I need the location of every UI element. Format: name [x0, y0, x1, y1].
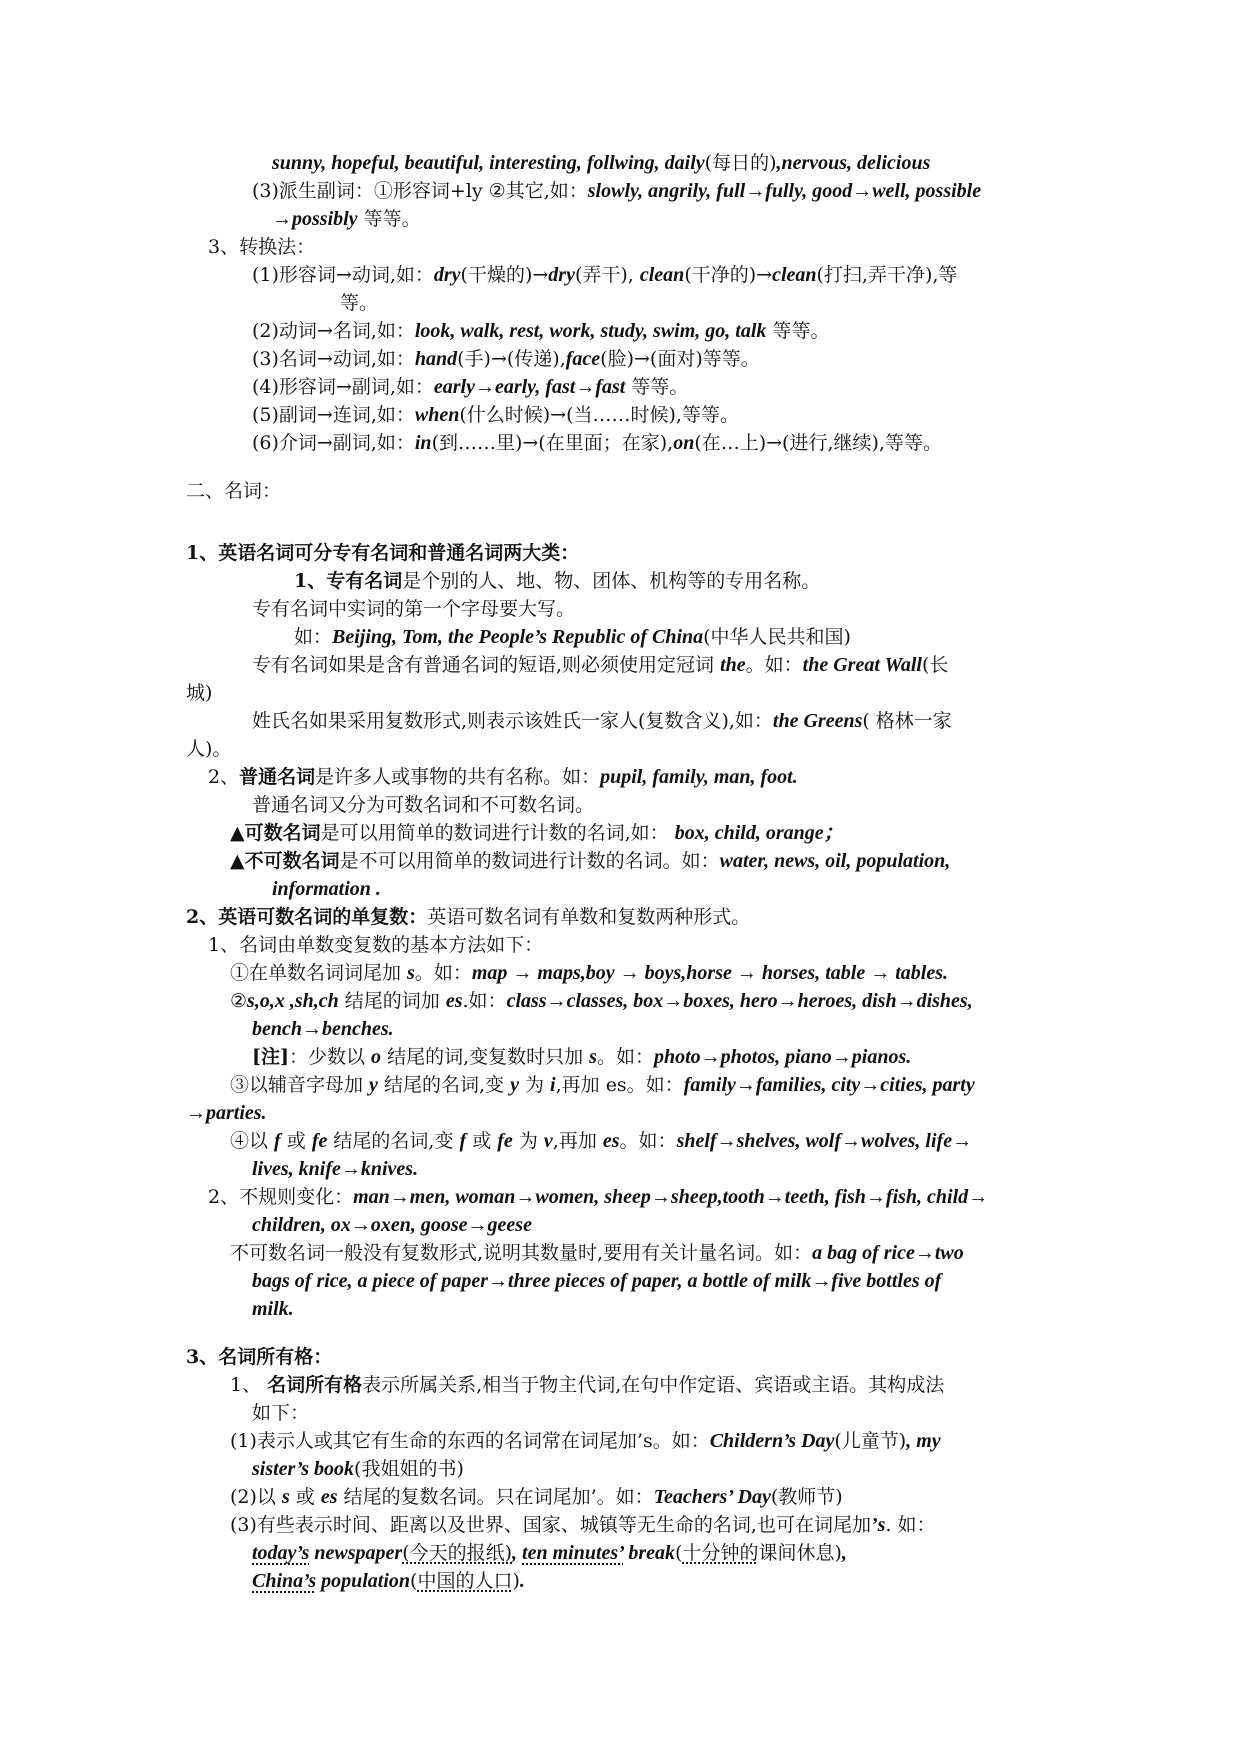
- text-line: [252, 1296, 294, 1323]
- text-line: [208, 1184, 988, 1211]
- text-segment: s: [589, 1046, 597, 1068]
- text-line: [252, 1568, 525, 1595]
- text-segment: ③以辅音字母加: [230, 1074, 370, 1096]
- text-segment: 等等。: [766, 320, 830, 342]
- text-segment: 1、英语名词可分专有名词和普通名词两大类：: [186, 542, 580, 564]
- text-line: [186, 478, 281, 505]
- text-segment: 结尾的名词,变: [377, 1074, 511, 1096]
- text-segment: 中国的人口: [417, 1570, 513, 1592]
- text-segment: today’s: [252, 1542, 310, 1564]
- text-segment: 课间休息): [758, 1542, 842, 1564]
- text-segment: 人)。: [186, 738, 232, 760]
- text-segment: (3)有些表示时间、距离以及世界、国家、城镇等无生命的名词,也可在词尾加: [230, 1514, 871, 1536]
- text-segment: information .: [272, 878, 381, 900]
- text-segment: 英语可数名词有单数和复数两种形式。: [427, 906, 751, 928]
- text-segment: ④以: [230, 1130, 275, 1152]
- text-segment: ,nervous, delicious: [776, 152, 931, 174]
- text-line: [252, 652, 948, 679]
- text-segment: 二、名词：: [186, 480, 282, 502]
- text-line: [230, 820, 844, 847]
- text-line: [230, 1072, 975, 1099]
- text-line: [272, 206, 421, 233]
- text-segment: (: [675, 1542, 683, 1564]
- text-segment: a bag of rice→two: [812, 1242, 964, 1264]
- text-segment: population: [316, 1570, 411, 1592]
- text-segment: look, walk, rest, work, study, swim, go, talk: [414, 320, 767, 342]
- text-segment: (长: [921, 654, 949, 676]
- text-segment: ：少数以: [288, 1046, 372, 1068]
- text-segment: 3、转换法：: [208, 236, 316, 258]
- text-segment: 或: [289, 1486, 321, 1508]
- text-segment: children, ox→oxen, goose→geese: [252, 1214, 532, 1236]
- text-segment: (3)派生副词：①形容词+ly ②其它,如：: [252, 180, 588, 202]
- text-segment: (弄干),: [574, 264, 640, 286]
- text-segment: (6)介词→副词,如：: [252, 432, 415, 454]
- text-segment: 。如：: [745, 654, 803, 676]
- text-segment: (在…上)→(进行,继续),等等。: [694, 432, 942, 454]
- text-line: [230, 1512, 936, 1539]
- text-segment: ten minutes’: [522, 1542, 624, 1564]
- text-line: [186, 540, 579, 567]
- text-segment: 等。: [340, 292, 379, 314]
- text-segment: 名词所有格: [267, 1374, 363, 1396]
- text-line: [230, 960, 948, 987]
- text-line: [252, 402, 739, 429]
- text-segment: ,再加 es。如：: [555, 1074, 684, 1096]
- text-segment: China’s: [252, 1570, 317, 1592]
- text-segment: box, child, orange；: [674, 822, 844, 844]
- text-segment: (教师节): [770, 1486, 843, 1508]
- text-line: [252, 346, 760, 373]
- text-segment: 是许多人或事物的共有名称。如：: [315, 766, 601, 788]
- text-line: [252, 1016, 394, 1043]
- text-line: [186, 736, 231, 763]
- text-segment: 表示所属关系,相当于物主代词,在句中作定语、宾语或主语。其构成法: [362, 1374, 945, 1396]
- text-line: [252, 318, 829, 345]
- text-line: [230, 1372, 944, 1399]
- text-line: [252, 374, 688, 401]
- text-segment: es: [445, 990, 463, 1012]
- text-line: [186, 680, 212, 707]
- text-segment: (干净的)→: [684, 264, 773, 286]
- text-segment: →parties.: [186, 1102, 267, 1124]
- text-segment: on: [673, 432, 695, 454]
- text-line: [252, 1044, 911, 1071]
- text-segment: ,: [841, 1542, 847, 1564]
- text-line: [252, 708, 952, 735]
- text-line: [252, 262, 957, 289]
- text-line: [252, 178, 981, 205]
- text-segment: ▲不可数名词: [230, 850, 340, 872]
- text-segment: dry: [548, 264, 575, 286]
- text-line: [208, 234, 315, 261]
- text-segment: f: [274, 1130, 281, 1152]
- text-segment: sunny, hopeful, beautiful, interesting, follwing, daily: [272, 152, 705, 174]
- text-segment: man→men, woman→women, sheep→sheep,tooth→teeth, fish→fish, child→: [353, 1186, 989, 1208]
- text-segment: i: [550, 1074, 556, 1096]
- text-segment: (干燥的)→: [460, 264, 549, 286]
- text-line: [186, 1344, 332, 1371]
- text-segment: (手)→(传递),: [457, 348, 566, 370]
- text-segment: f: [459, 1130, 467, 1152]
- text-segment: ’s: [870, 1514, 886, 1536]
- text-segment: s: [407, 962, 415, 984]
- text-line: [186, 1100, 267, 1127]
- text-line: [252, 1156, 418, 1183]
- text-segment: pupil, family, man, foot.: [600, 766, 798, 788]
- text-segment: 或: [280, 1130, 312, 1152]
- text-segment: ): [512, 1570, 520, 1592]
- text-segment: 是不可以用简单的数词进行计数的名词。如：: [339, 850, 720, 872]
- text-line: [340, 290, 378, 317]
- text-segment: 普通名词: [239, 766, 316, 788]
- text-segment: 2、不规则变化：: [208, 1186, 354, 1208]
- text-segment: Childern’s Day: [709, 1430, 835, 1452]
- text-segment: (我姐姐的书): [354, 1458, 464, 1480]
- text-segment: lives, knife→knives.: [252, 1158, 419, 1180]
- text-segment: 城): [186, 682, 213, 704]
- text-segment: 专有名词中实词的第一个字母要大写。: [252, 598, 576, 620]
- text-segment: , my: [906, 1430, 941, 1452]
- text-segment: class→classes, box→boxes, hero→heroes, dish→dishes,: [506, 990, 973, 1012]
- text-line: [230, 988, 973, 1015]
- text-segment: when: [414, 404, 460, 426]
- text-segment: 结尾的复数名词。只在词尾加’。如：: [337, 1486, 654, 1508]
- text-segment: (2)以: [230, 1486, 282, 1508]
- text-line: [230, 1484, 843, 1511]
- text-line: [272, 876, 381, 903]
- text-segment: early→early, fast→fast: [433, 376, 626, 398]
- text-segment: 。如：: [619, 1130, 677, 1152]
- text-segment: y: [369, 1074, 378, 1096]
- text-segment: (3)名词→动词,如：: [252, 348, 415, 370]
- text-segment: family→families, city→cities, party: [683, 1074, 975, 1096]
- text-segment: the: [720, 654, 746, 676]
- text-segment: sister’s book: [252, 1458, 355, 1480]
- text-line: [252, 1268, 941, 1295]
- text-line: [252, 1400, 309, 1427]
- text-segment: 专有名词如果是含有普通名词的短语,则必须使用定冠词: [252, 654, 721, 676]
- text-segment: Teachers’ Day: [653, 1486, 771, 1508]
- text-segment: 如：: [294, 626, 333, 648]
- text-segment: slowly, angrily, full→fully, good→well, possible: [587, 180, 982, 202]
- text-segment: newspaper: [309, 1542, 403, 1564]
- text-segment: 为: [512, 1130, 544, 1152]
- text-segment: o: [371, 1046, 382, 1068]
- text-segment: photo→photos, piano→pianos.: [653, 1046, 912, 1068]
- text-segment: .: [519, 1570, 525, 1592]
- text-segment: bags of rice, a piece of paper→three pieces of paper, a bottle of milk→five bottles of: [252, 1270, 942, 1292]
- text-segment: (4)形容词→副词,如：: [252, 376, 434, 398]
- text-segment: . 如：: [885, 1514, 936, 1536]
- text-line: [208, 932, 543, 959]
- text-segment: (2)动词→名词,如：: [252, 320, 415, 342]
- text-segment: 1、专有名词: [294, 570, 403, 592]
- text-segment: 2、英语可数名词的单复数：: [186, 906, 428, 928]
- text-segment: 姓氏名如果采用复数形式,则表示该姓氏一家人(复数含义),如：: [252, 710, 773, 732]
- text-segment: bench→benches.: [252, 1018, 394, 1040]
- text-line: [230, 1428, 941, 1455]
- text-segment: (中华人民共和国): [703, 626, 851, 648]
- text-segment: (打扫,弄干净),等: [816, 264, 958, 286]
- text-line: [252, 1212, 532, 1239]
- text-segment: 等等。: [357, 208, 421, 230]
- text-segment: 为: [518, 1074, 551, 1096]
- text-segment: .如：: [462, 990, 507, 1012]
- text-segment: water, news, oil, population,: [719, 850, 951, 872]
- text-segment: 普通名词又分为可数名词和不可数名词。: [252, 794, 595, 816]
- text-segment: the Greens: [772, 710, 863, 732]
- text-segment: break: [623, 1542, 676, 1564]
- text-segment: es: [602, 1130, 620, 1152]
- text-segment: milk.: [252, 1298, 294, 1320]
- text-segment: (1)表示人或其它有生命的东西的名词常在词尾加’s。如：: [230, 1430, 710, 1452]
- text-segment: ,: [512, 1542, 523, 1564]
- text-segment: 3、名词所有格：: [186, 1346, 333, 1368]
- text-segment: 不可数名词一般没有复数形式,说明其数量时,要用有关计量名词。如：: [230, 1242, 813, 1264]
- text-line: [252, 1456, 464, 1483]
- text-segment: s: [281, 1486, 290, 1508]
- text-segment: (今天的报纸): [402, 1542, 513, 1564]
- text-segment: fe: [497, 1130, 513, 1152]
- text-segment: (到……里)→(在里面；在家),: [431, 432, 674, 454]
- text-segment: face: [565, 348, 601, 370]
- text-line: [294, 568, 820, 595]
- text-line: [230, 848, 950, 875]
- text-segment: 是可以用简单的数词进行计数的名词,如：: [320, 822, 675, 844]
- text-segment: fe: [311, 1130, 328, 1152]
- text-line: [230, 1240, 964, 1267]
- text-segment: dry: [433, 264, 461, 286]
- text-segment: 结尾的词,变复数时只加: [381, 1046, 590, 1068]
- text-segment: 1、名词由单数变复数的基本方法如下：: [208, 934, 544, 956]
- text-segment: ②: [230, 990, 248, 1012]
- text-segment: (脸)→(面对)等等。: [600, 348, 760, 370]
- text-segment: →possibly: [272, 208, 358, 230]
- text-line: [208, 764, 798, 791]
- text-segment: shelf→shelves, wolf→wolves, life→: [676, 1130, 973, 1152]
- text-segment: 结尾的名词,变: [327, 1130, 460, 1152]
- text-segment: (1)形容词→动词,如：: [252, 264, 434, 286]
- text-segment: map → maps,boy → boys,horse → horses, table → tables.: [471, 962, 948, 984]
- text-segment: Beijing, Tom, the People’s Republic of China: [332, 626, 704, 648]
- text-line: [294, 624, 851, 651]
- text-segment: 是个别的人、地、物、团体、机构等的专用名称。: [402, 570, 821, 592]
- text-segment: ①在单数名词词尾加: [230, 962, 408, 984]
- text-segment: 结尾的词加: [338, 990, 446, 1012]
- text-segment: clean: [639, 264, 685, 286]
- text-segment: 如下：: [252, 1402, 310, 1424]
- text-segment: es: [320, 1486, 338, 1508]
- text-segment: (儿童节): [834, 1430, 907, 1452]
- text-segment: [注]: [252, 1046, 289, 1068]
- text-segment: hand: [414, 348, 458, 370]
- text-segment: (5)副词→连词,如：: [252, 404, 415, 426]
- text-line: [252, 430, 942, 457]
- text-segment: 。如：: [596, 1046, 654, 1068]
- text-line: [230, 1128, 972, 1155]
- text-segment: v: [543, 1130, 553, 1152]
- text-segment: 1、: [230, 1374, 268, 1396]
- text-segment: s,o,x ,sh,ch: [247, 990, 339, 1012]
- text-line: [252, 792, 594, 819]
- text-segment: 或: [466, 1130, 498, 1152]
- text-segment: 十分钟的: [682, 1542, 759, 1564]
- text-segment: the Great Wall: [802, 654, 922, 676]
- text-segment: in: [414, 432, 432, 454]
- text-line: [186, 904, 750, 931]
- text-segment: (: [410, 1570, 418, 1592]
- text-segment: ▲可数名词: [230, 822, 321, 844]
- text-segment: 等等。: [625, 376, 689, 398]
- text-line: [252, 596, 575, 623]
- text-segment: 2、: [208, 766, 240, 788]
- text-line: [252, 1540, 847, 1567]
- text-segment: y: [510, 1074, 519, 1096]
- text-segment: ,再加: [552, 1130, 603, 1152]
- text-segment: (什么时候)→(当……时候),等等。: [459, 404, 739, 426]
- text-segment: ( 格林一家: [862, 710, 952, 732]
- text-line: [272, 150, 930, 177]
- text-segment: 。如：: [414, 962, 472, 984]
- text-segment: clean: [772, 264, 817, 286]
- text-segment: (每日的): [704, 152, 777, 174]
